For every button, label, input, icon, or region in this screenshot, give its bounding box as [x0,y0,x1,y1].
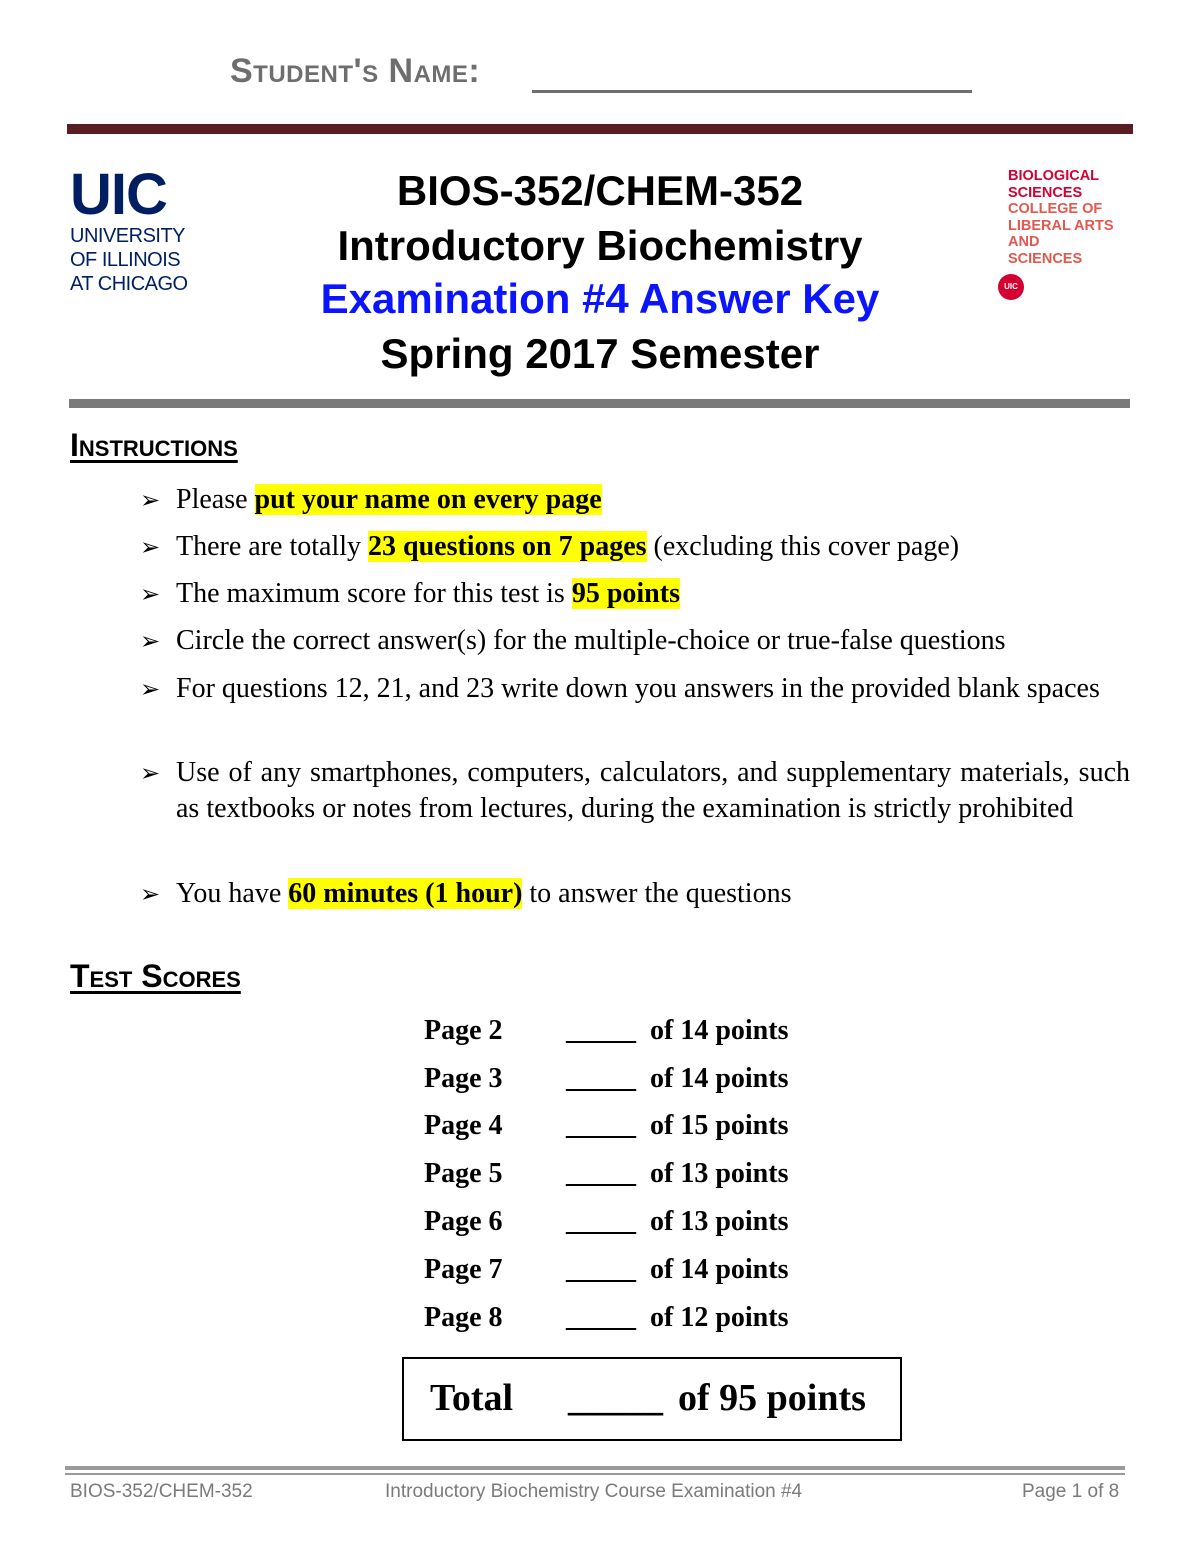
instruction-text: (excluding this cover page) [646,531,960,562]
uic-logo-line-2: OF ILLINOIS [70,249,181,271]
score-max-points: of 14 points [650,1015,789,1046]
arrow-bullet-icon: ➢ [140,675,161,703]
score-blank: _____ [566,1302,636,1333]
bio-logo-line-3: COLLEGE OF [1008,201,1103,217]
score-max-points: of 13 points [650,1158,789,1189]
instruction-text: The maximum score for this test is [176,578,572,609]
bio-logo-line-6: SCIENCES [1008,250,1083,267]
instruction-highlight: 95 points [571,578,680,609]
score-page-label: Page 5 [424,1158,503,1189]
instruction-text: Use of any smartphones, computers, calculators, and supplementary materials, such as textbooks or notes from lectures, during the examination is strictly prohibited [176,757,1130,824]
score-page-label: Page 7 [424,1254,503,1285]
student-name-line [532,90,972,93]
instruction-highlight: 23 questions on 7 pages [368,531,647,562]
instruction-text: You have [176,878,289,909]
course-name-title: Introductory Biochemistry [337,222,863,269]
score-max-points: of 14 points [650,1063,789,1094]
uic-badge-icon: UIC [998,274,1024,300]
uic-logo [70,162,200,296]
student-name-label: Student's Name: [230,52,481,90]
course-code-title: BIOS-352/CHEM-352 [396,167,804,214]
arrow-bullet-icon: ➢ [140,486,161,514]
arrow-bullet-icon: ➢ [140,533,161,561]
score-blank: _____ [566,1206,636,1237]
score-page-label: Page 6 [424,1206,503,1237]
instruction-text: to answer the questions [522,878,792,909]
score-blank: _____ [566,1158,636,1189]
total-blank: _____ [568,1377,663,1419]
footer-rule [65,1473,1125,1475]
instruction-highlight: 60 minutes (1 hour) [288,878,523,909]
instruction-highlight: put your name on every page [254,484,602,515]
arrow-bullet-icon: ➢ [140,580,161,608]
total-label: Total [430,1377,514,1419]
section-divider [69,399,1130,408]
score-page-label: Page 2 [424,1015,503,1046]
exam-title: Examination #4 Answer Key [320,275,880,322]
instruction-text: For questions 12, 21, and 23 write down you answers in the provided blank spaces [176,673,1100,704]
uic-logo-line-1: UNIVERSITY [70,225,186,247]
footer-course-title: Introductory Biochemistry Course Examination #4 [385,1481,803,1502]
uic-logo-mark: UIC [70,162,167,227]
score-max-points: of 15 points [650,1110,789,1141]
bio-sciences-logo [1008,168,1148,267]
instruction-text: There are totally [176,531,369,562]
bio-logo-line-1: BIOLOGICAL [1008,168,1100,184]
bio-logo-line-2: SCIENCES [1008,184,1083,201]
footer-rule [65,1466,1125,1470]
arrow-bullet-icon: ➢ [140,759,161,787]
arrow-bullet-icon: ➢ [140,880,161,908]
score-blank: _____ [566,1254,636,1285]
score-page-label: Page 8 [424,1302,503,1333]
instruction-text: Circle the correct answer(s) for the multiple-choice or true-false questions [176,625,1006,656]
total-score-box [402,1357,902,1441]
footer-course-code: BIOS-352/CHEM-352 [70,1481,253,1502]
test-scores-heading: Test Scores [70,958,241,994]
score-page-label: Page 3 [424,1063,503,1094]
total-max-points: of 95 points [678,1377,866,1419]
uic-logo-line-3: AT CHICAGO [70,273,188,295]
bio-logo-line-5: AND [1008,234,1040,250]
footer-page-number: Page 1 of 8 [1022,1481,1120,1502]
score-blank: _____ [566,1015,636,1046]
top-rule [67,124,1133,134]
bio-logo-line-4: LIBERAL ARTS [1008,217,1114,234]
term-title: Spring 2017 Semester [380,330,820,377]
score-page-label: Page 4 [424,1110,503,1141]
score-max-points: of 14 points [650,1254,789,1285]
instructions-heading: Instructions [70,427,238,463]
score-max-points: of 13 points [650,1206,789,1237]
score-blank: _____ [566,1063,636,1094]
score-blank: _____ [566,1110,636,1141]
score-max-points: of 12 points [650,1302,789,1333]
instruction-text: Please [176,484,255,515]
arrow-bullet-icon: ➢ [140,627,161,655]
